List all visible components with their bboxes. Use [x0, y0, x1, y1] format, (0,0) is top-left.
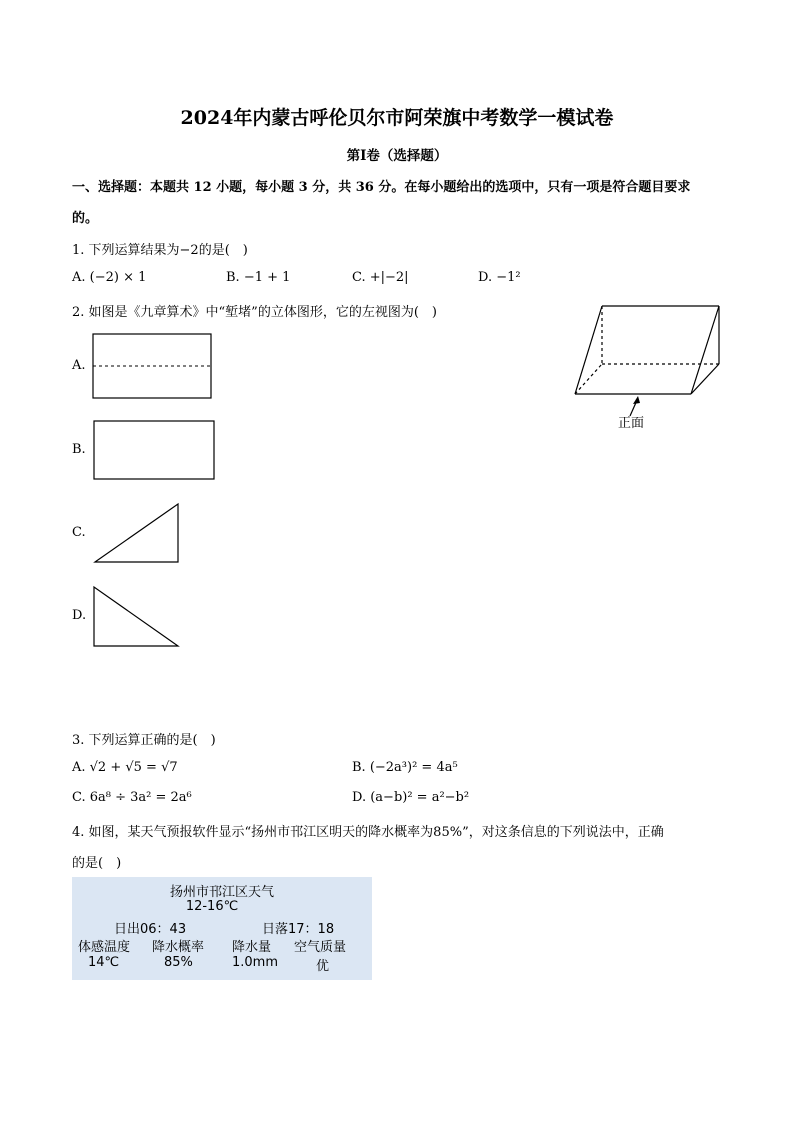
q2-option-b: B.: [72, 442, 86, 457]
weather-value-precip-amount: 1.0mm: [232, 955, 279, 970]
weather-temp-range: 12-16℃: [185, 899, 239, 914]
q2-option-a-figure: [92, 333, 214, 401]
q3-option-d: D. (a−b)² = a²−b²: [352, 790, 470, 805]
section-instructions-line1: 一、选择题：本题共 12 小题，每小题 3 分，共 36 分。在每小题给出的选项中，只有一项是符合题目要求: [72, 180, 691, 195]
weather-label-precip-prob: 降水概率: [152, 940, 205, 955]
q3-option-b: B. (−2a³)² = 4a⁵: [352, 760, 458, 775]
q2-option-b-figure: [93, 420, 217, 482]
weather-label-air-quality: 空气质量: [294, 940, 347, 955]
q3-option-c: C. 6a⁸ ÷ 3a² = 2a⁶: [72, 790, 192, 805]
weather-value-air-quality: 优: [316, 959, 330, 974]
weather-sunrise: 日出06：43: [114, 922, 187, 937]
q1-option-b: B. −1 + 1: [226, 270, 291, 285]
weather-sunset: 日落17：18: [262, 922, 335, 937]
exam-title: 2024年内蒙古呼伦贝尔市阿荣旗中考数学一模试卷: [180, 107, 614, 129]
q2-option-d-figure: [93, 586, 181, 648]
q3-option-a: A. √2 + √5 = √7: [72, 760, 178, 775]
weather-widget: [72, 877, 372, 980]
section-instructions-line2: 的。: [72, 211, 99, 226]
weather-city: 扬州市邗江区天气: [169, 885, 274, 900]
qiandu-prism-figure: [570, 300, 730, 435]
q2-stem: 2. 如图是《九章算术》中“堑堵”的立体图形，它的左视图为( ): [72, 305, 437, 320]
section-subtitle: 第Ⅰ卷（选择题）: [346, 148, 448, 164]
weather-value-feels-like: 14℃: [88, 955, 120, 970]
q4-stem-line1: 4. 如图，某天气预报软件显示“扬州市邗江区明天的降水概率为85%”，对这条信息的下列说法中，正确: [72, 825, 664, 840]
weather-label-precip-amount: 降水量: [232, 940, 272, 955]
weather-label-feels-like: 体感温度: [78, 940, 131, 955]
q1-option-c: C. +|−2|: [352, 270, 409, 285]
q1-stem: 1. 下列运算结果为−2的是( ): [72, 243, 248, 258]
weather-value-precip-prob: 85%: [164, 955, 193, 970]
q2-option-a: A.: [72, 358, 86, 373]
q4-stem-line2: 的是( ): [72, 856, 122, 871]
q2-option-c-figure: [93, 502, 181, 564]
front-view-label: 正面: [618, 416, 645, 431]
q1-option-d: D. −1²: [478, 270, 521, 285]
q2-option-c: C.: [72, 525, 86, 540]
q2-option-d: D.: [72, 608, 87, 623]
q1-option-a: A. (−2) × 1: [72, 270, 147, 285]
q3-stem: 3. 下列运算正确的是( ): [72, 733, 216, 748]
